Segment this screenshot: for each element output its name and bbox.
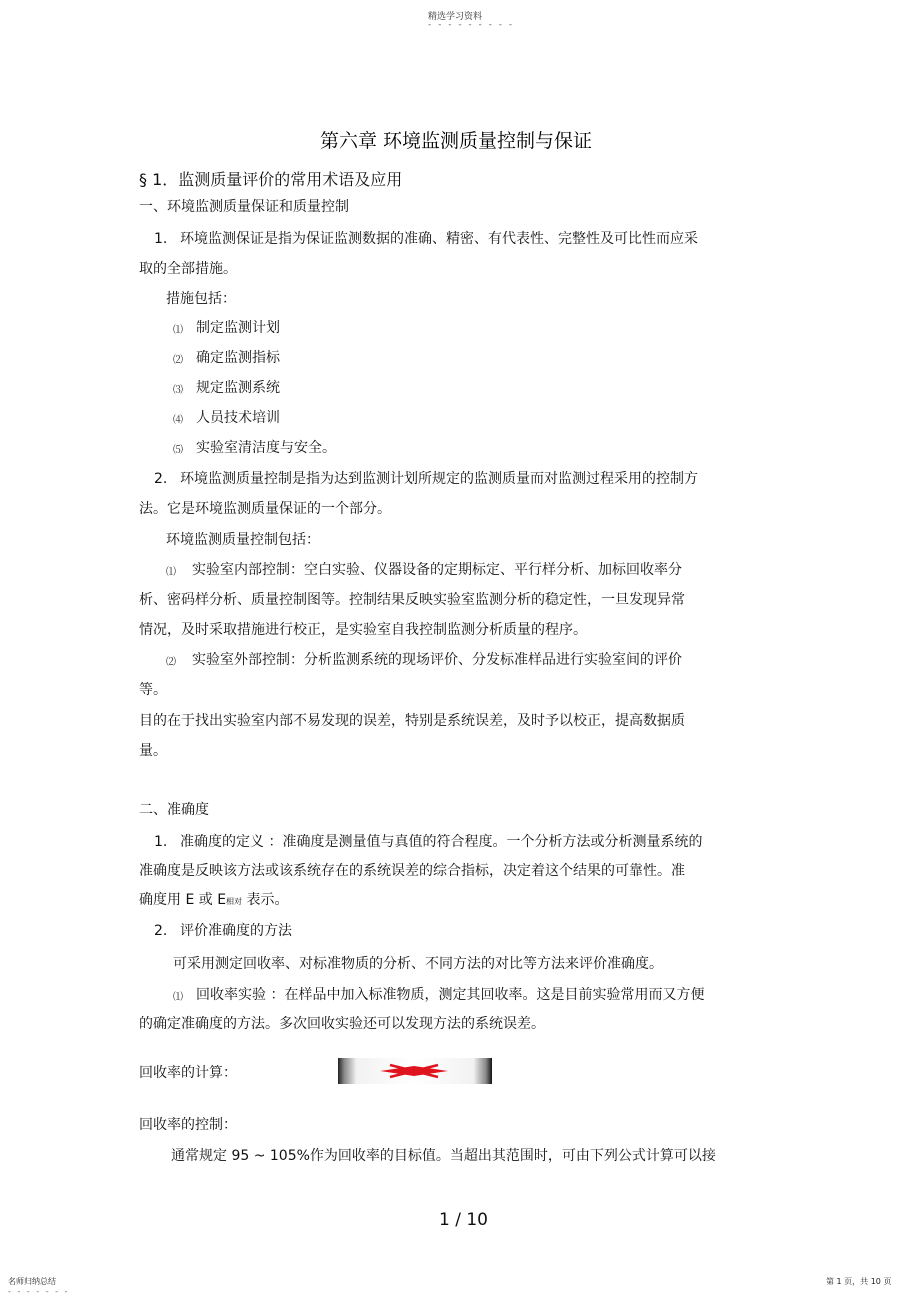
footer-left-label: 名师归纳总结 xyxy=(8,1277,56,1286)
ctrl2-line1: 实验室外部控制：分析监测系统的现场评价、分发标准样品进行实验室间的评价 xyxy=(192,652,682,668)
item1-number: 1. xyxy=(154,231,168,247)
ctrl1-line1: 实验室内部控制：空白实验、仪器设备的定期标定、平行样分析、加标回收率分 xyxy=(192,562,682,578)
recovery-rule-line: 通常规定 95 ~ 105%作为回收率的目标值。当超出其范围时，可由下列公式计算可以接 xyxy=(171,1148,716,1164)
ctrl2-line2: 等。 xyxy=(139,682,167,698)
item1-line2: 取的全部措施。 xyxy=(139,261,237,277)
recovery-number: ⑴ xyxy=(173,992,183,1003)
recovery-formula-image xyxy=(338,1058,492,1084)
item2-line1: 环境监测质量控制是指为达到监测计划所规定的监测质量而对监测过程采用的控制方 xyxy=(180,471,698,487)
def-line2: 准确度是反映该方法或该系统存在的系统误差的综合指标，决定着这个结果的可靠性。准 xyxy=(139,863,685,879)
ctrl1-line3: 情况，及时采取措施进行校正，是实验室自我控制监测分析质量的程序。 xyxy=(139,622,587,638)
recovery-calc-label: 回收率的计算： xyxy=(139,1065,237,1081)
measure-3-number: ⑶ xyxy=(173,385,183,396)
purpose-line2: 量。 xyxy=(139,743,167,759)
item1-line1: 环境监测保证是指为保证监测数据的准确、精密、有代表性、完整性及可比性而应采 xyxy=(180,231,698,247)
def-line3 xyxy=(139,890,289,912)
def-number: 1. xyxy=(154,834,168,850)
control-label: 环境监测质量控制包括： xyxy=(166,532,320,548)
page-header-dots: - - - - - - - - - xyxy=(428,20,515,30)
measure-4-number: ⑷ xyxy=(173,415,183,426)
measure-1-text: 制定监测计划 xyxy=(196,320,280,336)
item2-line2: 法。它是环境监测质量保证的一个部分。 xyxy=(139,501,391,517)
eval-number: 2. xyxy=(154,923,168,939)
footer-page-info: 第 1 页，共 10 页 xyxy=(826,1277,892,1286)
measure-3-text: 规定监测系统 xyxy=(196,380,280,396)
measure-5-number: ⑸ xyxy=(173,445,183,456)
item2-number: 2. xyxy=(154,471,168,487)
recovery-control-label: 回收率的控制： xyxy=(139,1117,237,1133)
ctrl1-line2: 析、密码样分析、质量控制图等。控制结果反映实验室监测分析的稳定性，一旦发现异常 xyxy=(139,592,685,608)
measure-2-text: 确定监测指标 xyxy=(196,350,280,366)
measures-label: 措施包括： xyxy=(166,291,236,307)
formula-cross-mark-icon xyxy=(338,1058,492,1084)
def-line3-subscript: 相对 xyxy=(226,897,243,906)
footer-left-dots: - - - - - - - xyxy=(8,1287,70,1296)
purpose-line1: 目的在于找出实验室内部不易发现的误差，特别是系统误差，及时予以校正，提高数据质 xyxy=(139,713,685,729)
measure-5-text: 实验室清洁度与安全。 xyxy=(196,440,336,456)
measure-4-text: 人员技术培训 xyxy=(196,410,280,426)
ctrl1-number: ⑴ xyxy=(166,567,176,578)
ctrl2-number: ⑵ xyxy=(166,657,176,668)
eval-line: 可采用测定回收率、对标准物质的分析、不同方法的对比等方法来评价准确度。 xyxy=(173,956,663,972)
part1-heading: 一、环境监测质量保证和质量控制 xyxy=(139,199,349,215)
recovery-line1: 回收率实验 ：在样品中加入标准物质，测定其回收率。这是目前实验常用而又方便 xyxy=(196,987,705,1003)
eval-title: 评价准确度的方法 xyxy=(180,923,292,939)
chapter-title: 第六章 环境监测质量控制与保证 xyxy=(320,130,593,152)
def-line3-end: 表示。 xyxy=(242,892,289,908)
measure-1-number: ⑴ xyxy=(173,325,183,336)
def-line1: 准确度的定义 ：准确度是测量值与真值的符合程度。一个分析方法或分析测量系统的 xyxy=(180,834,703,850)
measure-2-number: ⑵ xyxy=(173,355,183,366)
def-line3-start: 确度用 E 或 E xyxy=(139,892,227,908)
section-heading: § 1．监测质量评价的常用术语及应用 xyxy=(139,170,403,189)
recovery-line2: 的确定准确度的方法。多次回收实验还可以发现方法的系统误差。 xyxy=(139,1016,545,1032)
part2-heading: 二、准确度 xyxy=(139,802,209,818)
page-header-label: 精选学习资料 xyxy=(428,12,483,22)
page-number: 1 / 10 xyxy=(439,1210,488,1230)
